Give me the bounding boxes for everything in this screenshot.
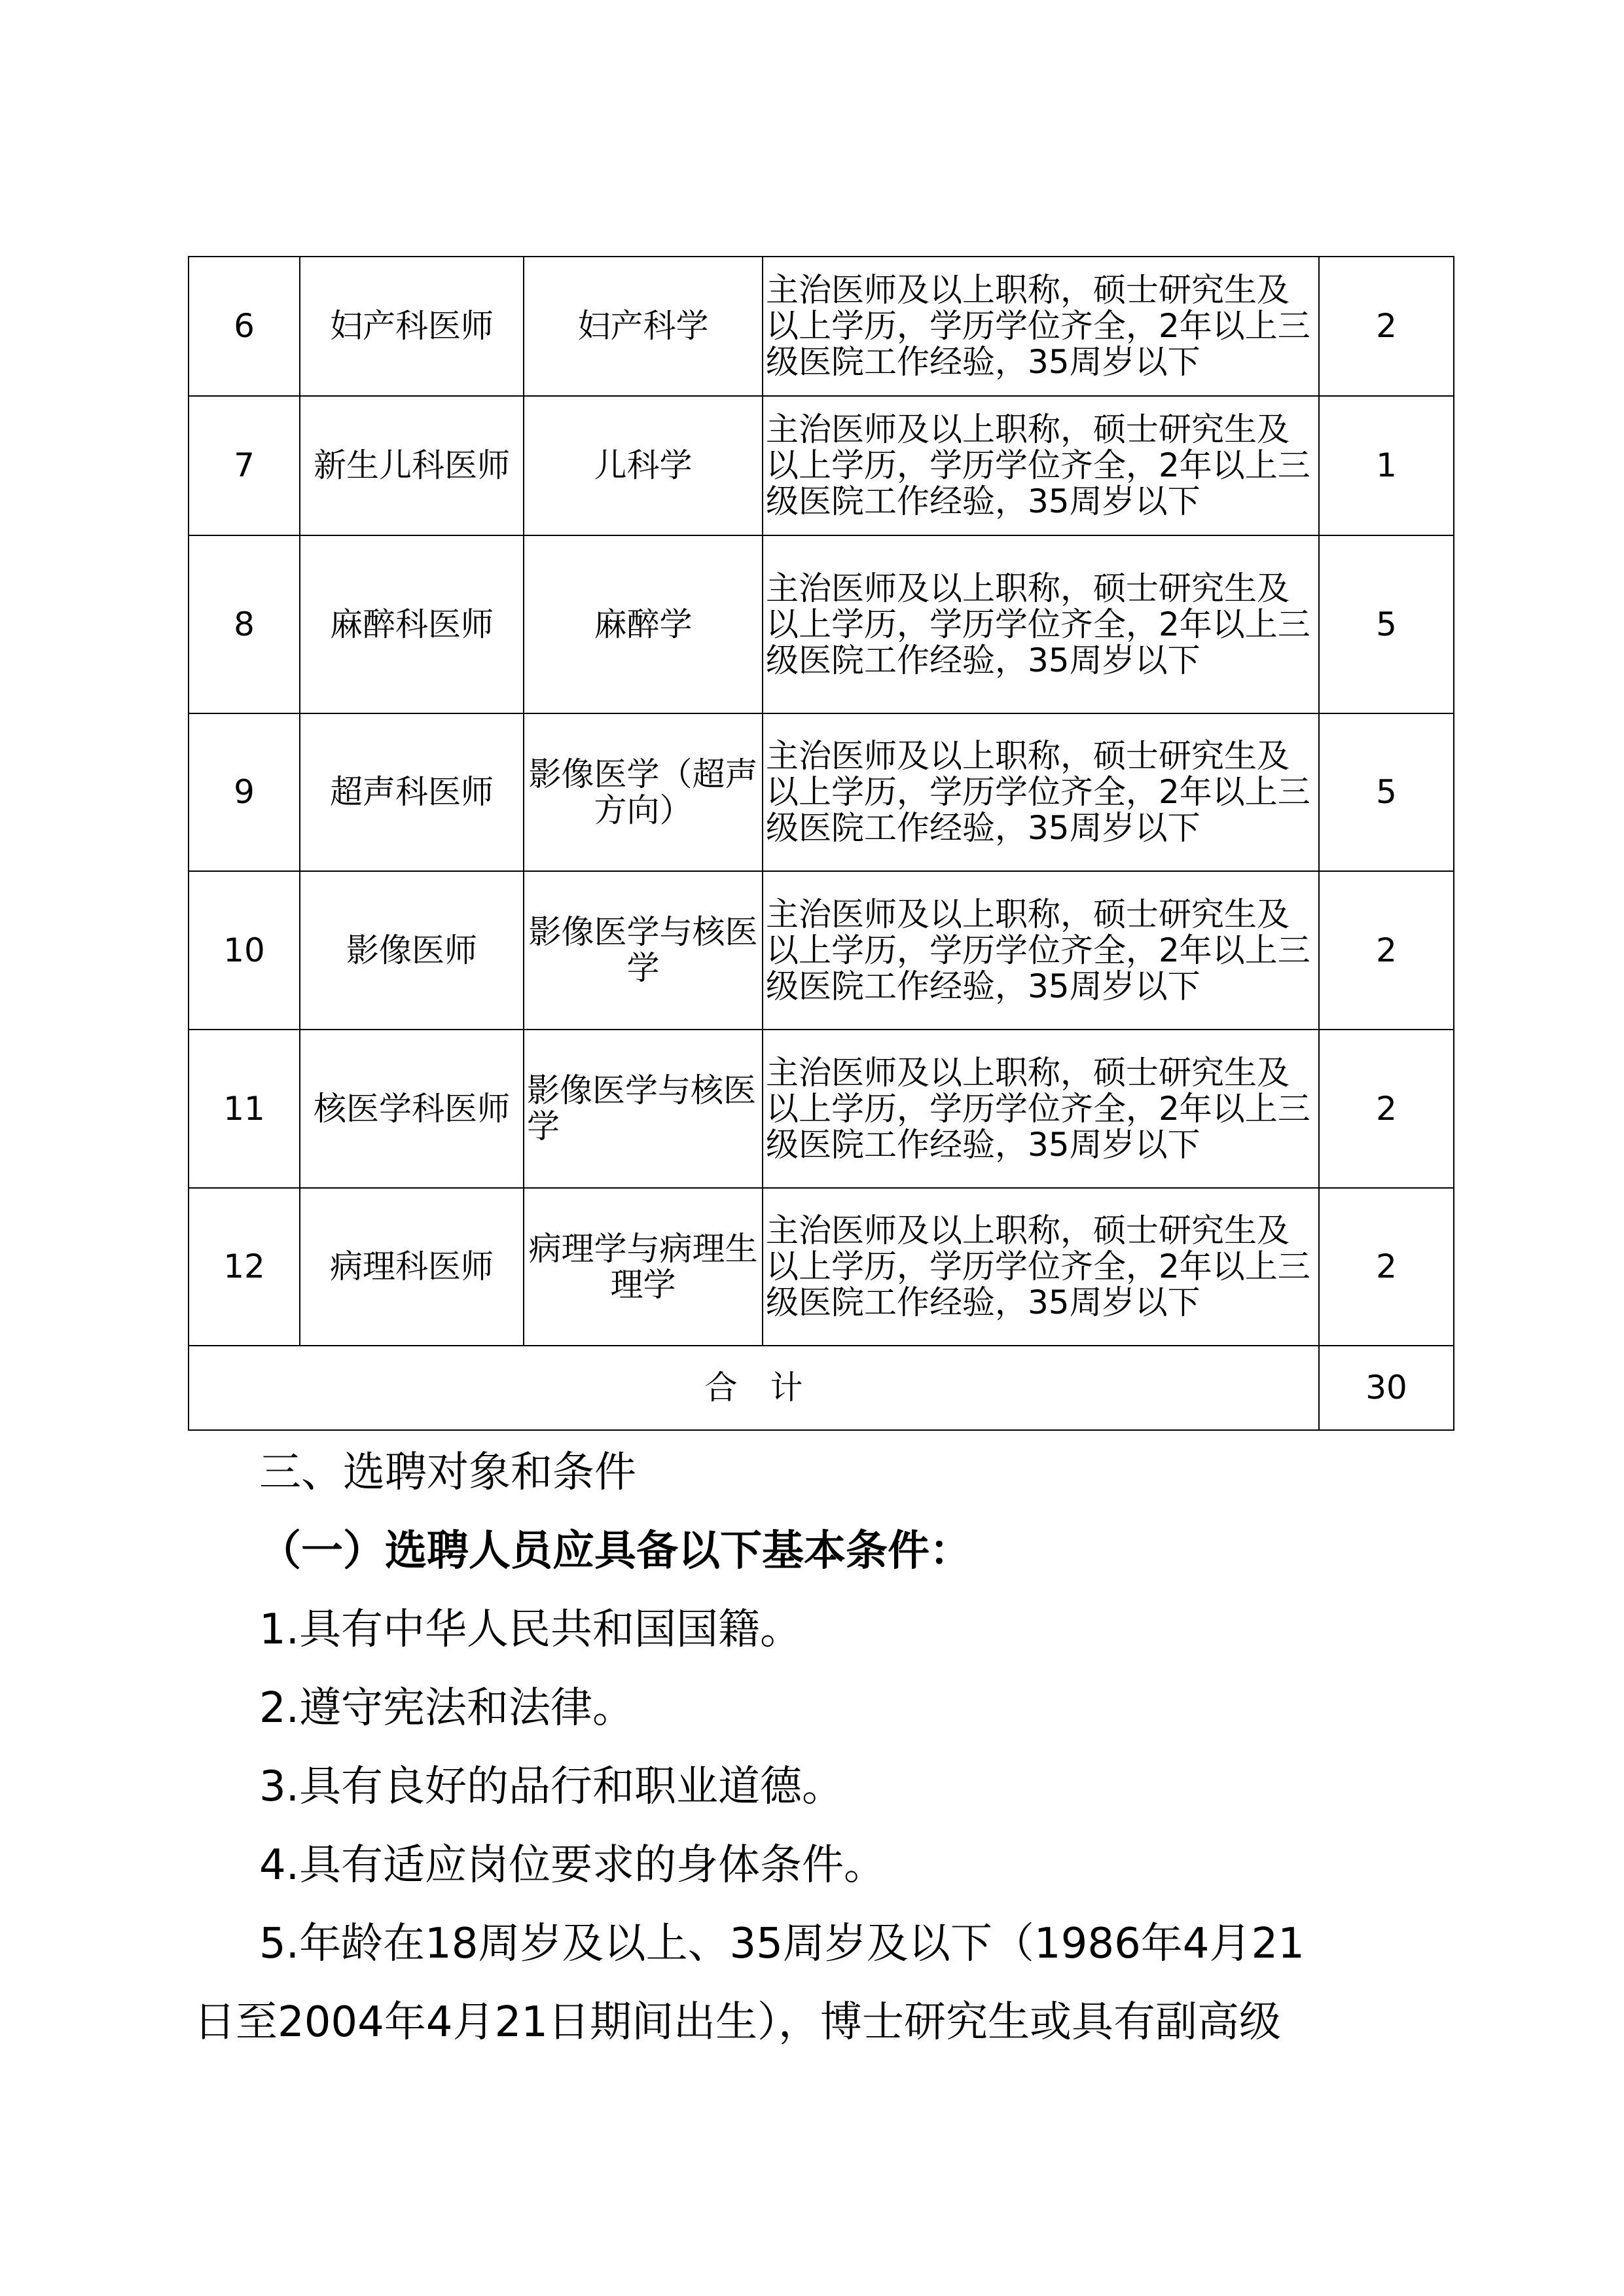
- table-row: [189, 396, 1454, 535]
- major-requirement: 儿科学: [524, 396, 763, 535]
- position-count: 2: [1319, 1030, 1454, 1188]
- post-name: 妇产科医师: [300, 257, 524, 396]
- row-number: 12: [189, 1188, 300, 1346]
- total-count: 30: [1319, 1346, 1454, 1430]
- table-row: [189, 535, 1454, 713]
- post-name: 新生儿科医师: [300, 396, 524, 535]
- qualification-requirement: 主治医师及以上职称，硕士研究生及以上学历，学历学位齐全，2年以上三级医院工作经验，35周岁以下: [763, 396, 1319, 535]
- table-row: [189, 257, 1454, 396]
- position-count: 2: [1319, 257, 1454, 396]
- section-heading: 三、选聘对象和条件: [259, 1448, 636, 1497]
- qualification-requirement: 主治医师及以上职称，硕士研究生及以上学历，学历学位齐全，2年以上三级医院工作经验，35周岁以下: [763, 713, 1319, 871]
- post-name: 病理科医师: [300, 1188, 524, 1346]
- major-requirement: 影像医学与核医学: [524, 871, 763, 1030]
- qualification-requirement: 主治医师及以上职称，硕士研究生及以上学历，学历学位齐全，2年以上三级医院工作经验，35周岁以下: [763, 535, 1319, 713]
- row-number: 7: [189, 396, 300, 535]
- condition-item: 2.遵守宪法和法律。: [259, 1684, 635, 1732]
- condition-item: 4.具有适应岗位要求的身体条件。: [259, 1841, 886, 1890]
- major-requirement: 影像医学（超声方向）: [524, 713, 763, 871]
- row-number: 9: [189, 713, 300, 871]
- table-row: [189, 871, 1454, 1030]
- position-count: 5: [1319, 535, 1454, 713]
- condition-item: 5.年龄在18周岁及以上、35周岁及以下（1986年4月21: [259, 1920, 1305, 1968]
- major-requirement: 麻醉学: [524, 535, 763, 713]
- qualification-requirement: 主治医师及以上职称，硕士研究生及以上学历，学历学位齐全，2年以上三级医院工作经验，35周岁以下: [763, 871, 1319, 1030]
- position-count: 2: [1319, 871, 1454, 1030]
- major-requirement: 病理学与病理生理学: [524, 1188, 763, 1346]
- table-row: [189, 713, 1454, 871]
- total-label: 合 计: [189, 1346, 1319, 1430]
- job-position-table: [188, 256, 1454, 1431]
- position-count: 2: [1319, 1188, 1454, 1346]
- qualification-requirement: 主治医师及以上职称，硕士研究生及以上学历，学历学位齐全，2年以上三级医院工作经验，35周岁以下: [763, 1030, 1319, 1188]
- condition-item-continuation: 日至2004年4月21日期间出生），博士研究生或具有副高级: [194, 1998, 1282, 2047]
- post-name: 超声科医师: [300, 713, 524, 871]
- total-row: [189, 1346, 1454, 1430]
- condition-item: 1.具有中华人民共和国国籍。: [259, 1605, 803, 1654]
- post-name: 麻醉科医师: [300, 535, 524, 713]
- qualification-requirement: 主治医师及以上职称，硕士研究生及以上学历，学历学位齐全，2年以上三级医院工作经验，35周岁以下: [763, 257, 1319, 396]
- major-requirement: 妇产科学: [524, 257, 763, 396]
- position-count: 5: [1319, 713, 1454, 871]
- position-count: 1: [1319, 396, 1454, 535]
- qualification-requirement: 主治医师及以上职称，硕士研究生及以上学历，学历学位齐全，2年以上三级医院工作经验，35周岁以下: [763, 1188, 1319, 1346]
- table-row: [189, 1188, 1454, 1346]
- post-name: 影像医师: [300, 871, 524, 1030]
- major-requirement: 影像医学与核医学: [524, 1030, 763, 1188]
- row-number: 6: [189, 257, 300, 396]
- row-number: 11: [189, 1030, 300, 1188]
- post-name: 核医学科医师: [300, 1030, 524, 1188]
- section-subheading: （一）选聘人员应具备以下基本条件：: [259, 1527, 971, 1575]
- row-number: 8: [189, 535, 300, 713]
- table-row: [189, 1030, 1454, 1188]
- condition-item: 3.具有良好的品行和职业道德。: [259, 1763, 844, 1811]
- row-number: 10: [189, 871, 300, 1030]
